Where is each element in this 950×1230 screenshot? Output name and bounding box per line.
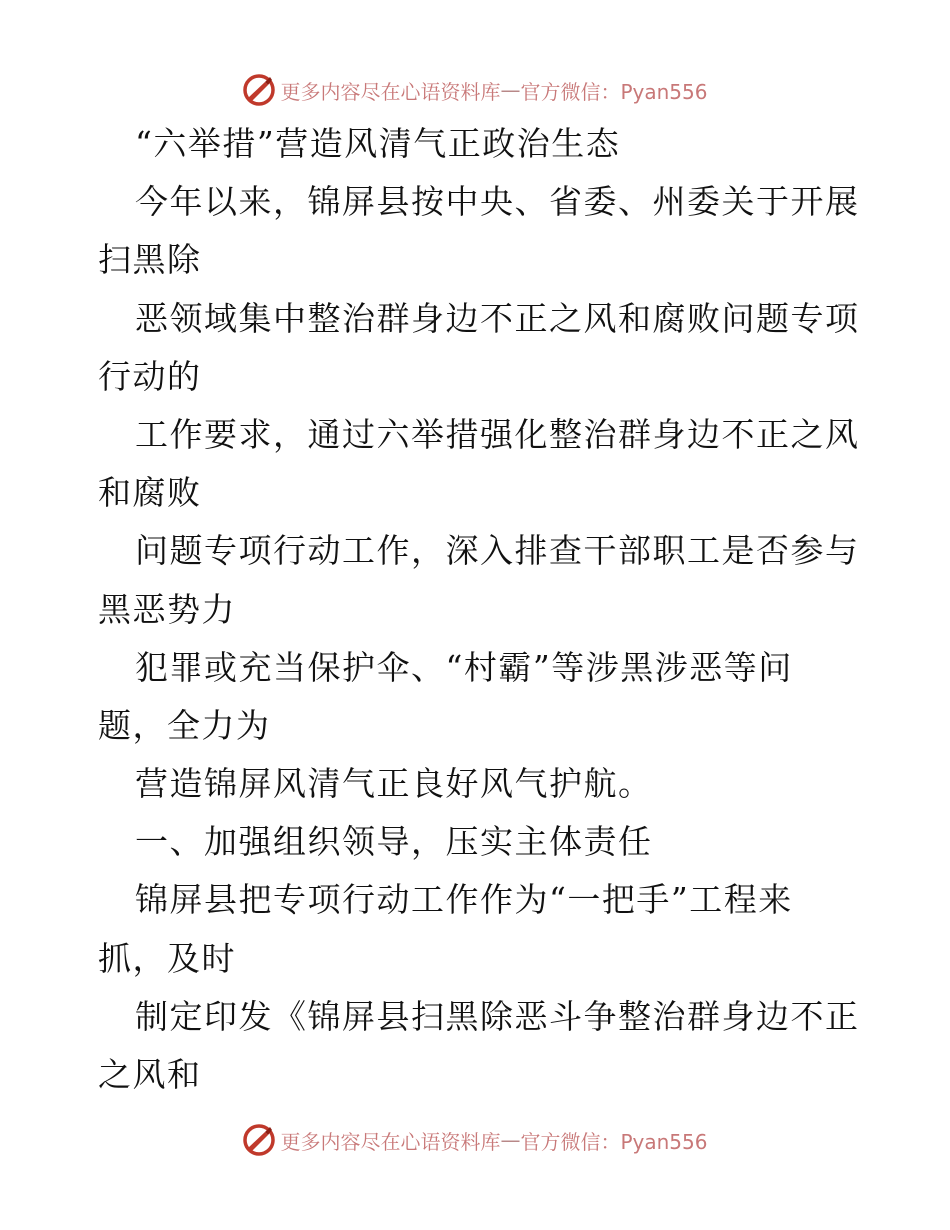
header-banner-text: 更多内容尽在心语资料库 [280,79,501,104]
header-banner-wechat: 官方微信：Pyan556 [520,79,708,104]
pen-logo-icon [242,1123,276,1157]
paragraph-line: 制定印发《锦屏县扫黑除恶斗争整治群身边不正 [135,996,860,1036]
paragraph-line: 和腐败 [98,473,202,513]
header-banner-separator: — [500,78,521,102]
paragraph-line: 之风和 [98,1055,202,1094]
paragraph-line: 犯罪或充当保护伞、“村霸”等涉黑涉恶等问 [135,647,793,687]
footer-banner-wechat: 官方微信：Pyan556 [520,1129,708,1154]
paragraph-line: 问题专项行动工作，深入排查干部职工是否参与 [135,531,860,571]
paragraph-line: 题，全力为 [98,705,271,745]
pen-logo-icon [242,73,276,107]
paragraph-line: 扫黑除 [98,240,202,280]
paragraph-line: 黑恶势力 [98,589,236,629]
paragraph-line: 工作要求，通过六举措强化整治群身边不正之风 [135,414,860,454]
paragraph-line: 营造锦屏风清气正良好风气护航。 [135,764,653,804]
section-heading: 一、加强组织领导，压实主体责任 [135,822,653,862]
paragraph-line: 恶领域集中整治群身边不正之风和腐败问题专项 [135,298,860,338]
paragraph-line: 锦屏县把专项行动工作作为“一把手”工程来 [135,880,793,920]
document-body [98,115,858,1104]
header-banner [0,70,950,110]
footer-banner-text: 更多内容尽在心语资料库 [280,1129,501,1154]
document-title: “六举措”营造风清气正政治生态 [135,124,621,163]
footer-banner [0,1120,950,1160]
paragraph-line: 行动的 [98,356,202,396]
footer-banner-separator: — [500,1128,521,1152]
paragraph-line: 今年以来，锦屏县按中央、省委、州委关于开展 [135,182,860,222]
paragraph-line: 抓，及时 [98,938,236,978]
